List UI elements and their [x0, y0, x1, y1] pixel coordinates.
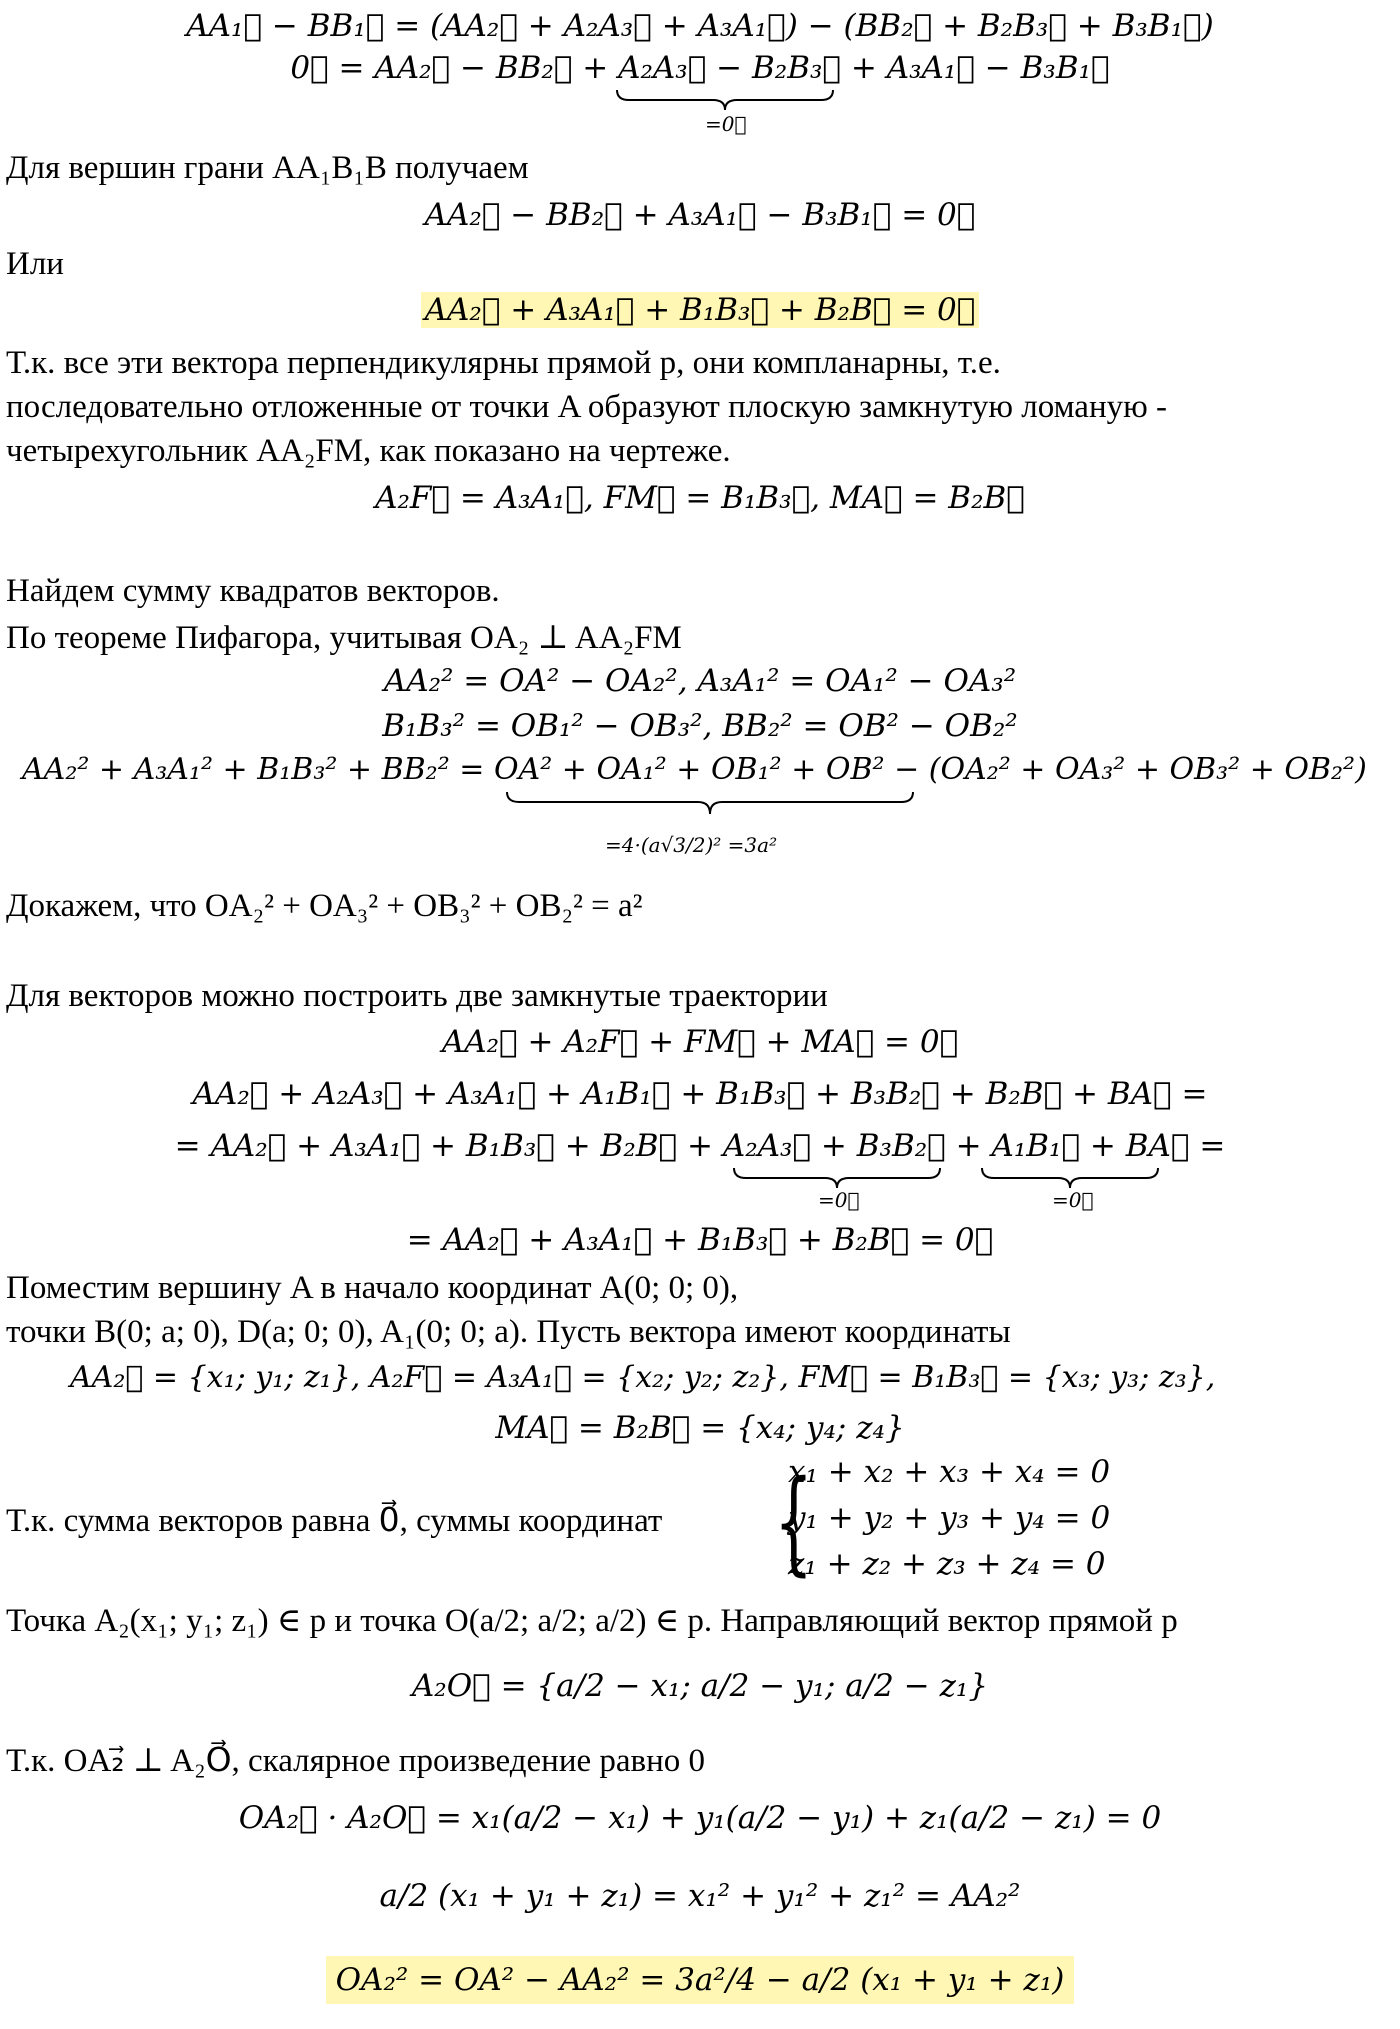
equation-highlighted — [0, 292, 1400, 328]
system-row: z₁ + z₂ + z₃ + z₄ = 0 — [788, 1546, 1106, 1582]
brace-label: =0⃗ — [705, 112, 747, 136]
text-line: Точка A₂(x₁; y₁; z₁) ∈ p и точка O(a/2; a/2; a/2) ∈ p. Направляющий вектор прямой p — [6, 1603, 1178, 1639]
system-row: y₁ + y₂ + y₃ + y₄ = 0 — [788, 1500, 1111, 1536]
text-line: Для векторов можно построить две замкнутые траектории — [6, 978, 828, 1014]
equation-line: AA₂⃗ + A₂A₃⃗ + A₃A₁⃗ + A₁B₁⃗ + B₁B₃⃗ + B₃B₂⃗ + B₂B⃗ + BA⃗ = — [192, 1076, 1208, 1112]
text-line: Найдем сумму квадратов векторов. — [6, 573, 500, 609]
brace-label: =4·(a√3/2)² =3a² — [605, 833, 778, 857]
equation-line: OA₂⃗ · A₂O⃗ = x₁(a/2 − x₁) + y₁(a/2 − y₁) + z₁(a/2 − z₁) = 0 — [238, 1800, 1162, 1836]
equation-line: A₂F⃗ = A₃A₁⃗, FM⃗ = B₁B₃⃗, MA⃗ = B₂B⃗ — [375, 480, 1025, 516]
equation-line: 0⃗ = AA₂⃗ − BB₂⃗ + A₂A₃⃗ − B₂B₃⃗ + A₃A₁⃗ − B₃B₁⃗ — [290, 50, 1110, 86]
equation-line: AA₂⃗ = {x₁; y₁; z₁}, A₂F⃗ = A₃A₁⃗ = {x₂; y₂; z₂}, FM⃗ = B₁B₃⃗ = {x₃; y₃; z₃}, — [70, 1360, 1216, 1395]
underbrace — [732, 1166, 942, 1190]
equation-line: MA⃗ = B₂B⃗ = {x₄; y₄; z₄} — [495, 1410, 905, 1446]
equation-highlighted — [0, 1962, 1400, 1998]
text-line: По теореме Пифагора, учитывая OA₂ ⊥ AA₂FM — [6, 620, 682, 656]
text-line: последовательно отложенные от точки A образуют плоскую замкнутую ломаную - — [6, 389, 1167, 425]
brace-label: =0⃗ — [818, 1188, 860, 1212]
text-line: Т.к. сумма векторов равна 0⃗, суммы координат — [6, 1503, 663, 1539]
equation-line: A₂O⃗ = {a/2 − x₁; a/2 − y₁; a/2 − z₁} — [411, 1668, 989, 1704]
text-line: Или — [6, 246, 64, 282]
text-line: Поместим вершину A в начало координат A(0; 0; 0), — [6, 1270, 739, 1306]
system-brace: { — [774, 1457, 814, 1587]
highlighted-formula: OA₂² = OA² − AA₂² = 3a²/4 − a/2 (x₁ + y₁ + z₁) — [326, 1956, 1075, 2004]
equation-line: = AA₂⃗ + A₃A₁⃗ + B₁B₃⃗ + B₂B⃗ = 0⃗ — [406, 1222, 994, 1258]
equation-line: AA₂⃗ − BB₂⃗ + A₃A₁⃗ − B₃B₁⃗ = 0⃗ — [424, 197, 976, 233]
system-row: x₁ + x₂ + x₃ + x₄ = 0 — [788, 1454, 1111, 1490]
brace-label: =0⃗ — [1052, 1188, 1094, 1212]
text-line: Докажем, что OA₂² + OA₃² + OB₃² + OB₂² = a² — [6, 888, 643, 924]
equation-line: AA₂² + A₃A₁² + B₁B₃² + BB₂² = OA² + OA₁² + OB₁² + OB² − (OA₂² + OA₃² + OB₃² + OB₂²) — [22, 752, 1367, 787]
text-line: Т.к. OA₂⃗ ⊥ A₂O⃗, скалярное произведение равно 0 — [6, 1743, 706, 1779]
equation-line: = AA₂⃗ + A₃A₁⃗ + B₁B₃⃗ + B₂B⃗ + A₂A₃⃗ + B₃B₂⃗ + A₁B₁⃗ + BA⃗ = — [174, 1128, 1226, 1164]
text-line: Для вершин грани AA₁B₁B получаем — [6, 150, 529, 186]
equation-line: AA₁⃗ − BB₁⃗ = (AA₂⃗ + A₂A₃⃗ + A₃A₁⃗) − (BB₂⃗ + B₂B₃⃗ + B₃B₁⃗) — [186, 8, 1214, 44]
text-line: точки B(0; a; 0), D(a; 0; 0), A₁(0; 0; a). Пусть вектора имеют координаты — [6, 1314, 1011, 1350]
equation-line: AA₂² = OA² − OA₂², A₃A₁² = OA₁² − OA₃² — [383, 663, 1017, 699]
underbrace — [505, 790, 915, 816]
text-line: Т.к. все эти вектора перпендикулярны прямой p, они компланарны, т.е. — [6, 345, 1001, 381]
highlighted-formula: AA₂⃗ + A₃A₁⃗ + B₁B₃⃗ + B₂B⃗ = 0⃗ — [421, 292, 980, 328]
equation-line: a/2 (x₁ + y₁ + z₁) = x₁² + y₁² + z₁² = AA₂² — [379, 1878, 1021, 1914]
underbrace — [615, 88, 835, 112]
equation-line: B₁B₃² = OB₁² − OB₃², BB₂² = OB² − OB₂² — [382, 708, 1018, 744]
underbrace — [980, 1166, 1160, 1190]
equation-line: AA₂⃗ + A₂F⃗ + FM⃗ + MA⃗ = 0⃗ — [441, 1024, 959, 1060]
text-line: четырехугольник AA₂FM, как показано на чертеже. — [6, 433, 731, 469]
